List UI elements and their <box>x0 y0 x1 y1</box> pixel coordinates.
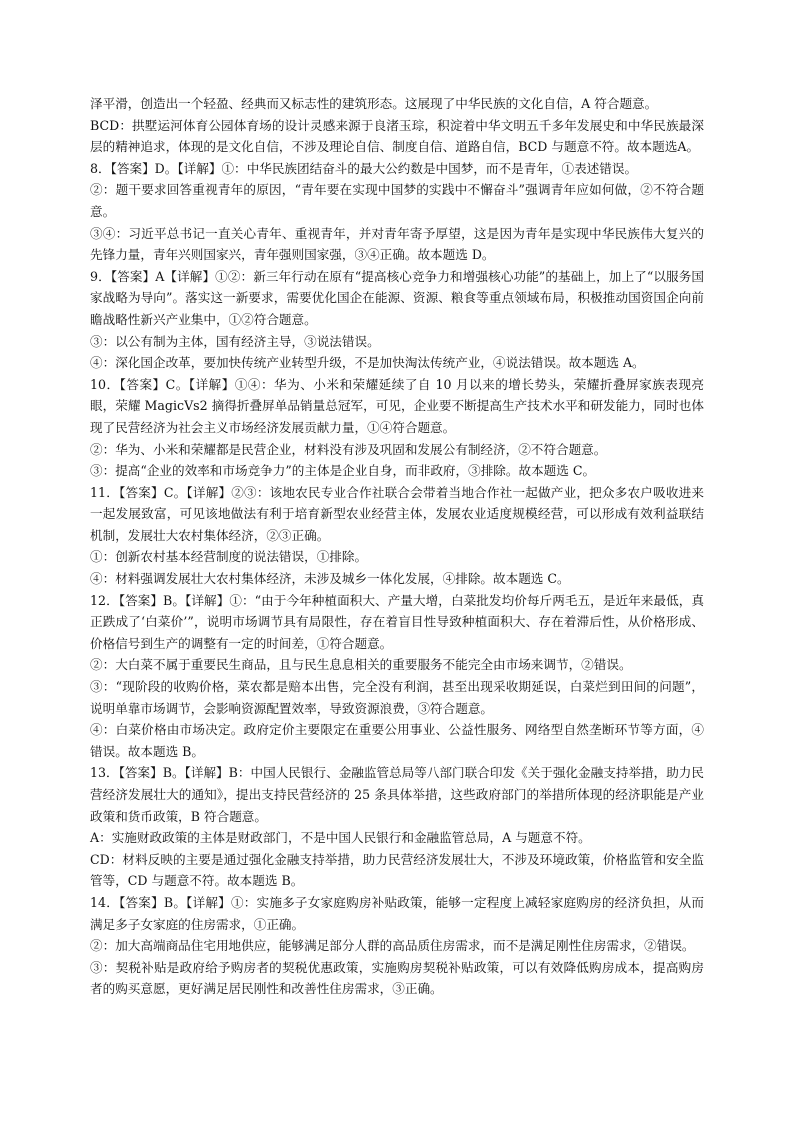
paragraph-q10-option-3: ③：提高“企业的效率和市场竞争力”的主体是企业自身，而非政府，③排除。故本题选 C。 <box>90 463 596 479</box>
paragraph-q13-option-cd: CD：材料反映的主要是通过强化金融支持举措，助力民营经济发展壮大，不涉及环境政策，价格监管和安全监管等，CD 与题意不符。故本题选 B。 <box>90 851 704 889</box>
paragraph-q11-option-4: ④：材料强调发展壮大农村集体经济，未涉及城乡一体化发展，④排除。故本题选 C。 <box>90 571 570 587</box>
paragraph-q14-option-3: ③：契税补贴是政府给予购房者的契税优惠政策，实施购房契税补贴政策，可以有效降低购房成本，提高购房者的购买意愿，更好满足居民刚性和改善性住房需求，③正确。 <box>90 959 704 997</box>
paragraph-q12-option-4: ④：白菜价格由市场决定。政府定价主要限定在重要公用事业、公益性服务、网络型自然垄断环节等方面，④错误。故本题选 B。 <box>90 722 704 759</box>
paragraph-q9-option-4: ④：深化国企改革，要加快传统产业转型升级，不是加快淘汰传统产业，④说法错误。故本题选 A。 <box>90 355 645 371</box>
paragraph-q14-answer: 14．【答案】B。【详解】①：实施多子女家庭购房补贴政策，能够一定程度上减轻家庭购房的经济负担，从而满足多子女家庭的住房需求，①正确。 <box>90 894 704 932</box>
paragraph-q8-option-34: ③④：习近平总书记一直关心青年、重视青年，并对青年寄予厚望，这是因为青年是实现中华民族伟大复兴的先锋力量，青年兴则国家兴，青年强则国家强，③④正确。故本题选 D。 <box>90 225 704 263</box>
paragraph-q12-option-3: ③：“现阶段的收购价格，菜农都是赔本出售，完全没有利润，甚至出现采收期延误，白菜烂到田间的问题”，说明单靠市场调节，会影响资源配置效率，导致资源浪费，③符合题意。 <box>90 679 704 716</box>
answer-explanations <box>90 93 704 1000</box>
paragraph-q13-answer: 13．【答案】B。【详解】B：中国人民银行、金融监管总局等八部门联合印发《关于强化金融支持举措，助力民营经济发展壮大的通知》，提出支持民营经济的 25 条具体举措，这些政府部门的举措所体现的经济职能是产业政策和货币政策，B 符合题意。 <box>90 765 704 824</box>
paragraph-q13-option-a: A：实施财政政策的主体是财政部门，不是中国人民银行和金融监管总局，A 与题意不符。 <box>90 830 591 846</box>
paragraph-q14-option-2: ②：加大高端商品住宅用地供应，能够满足部分人群的高品质住房需求，而不是满足刚性住房需求，②错误。 <box>90 938 695 954</box>
paragraph-q7-tail-a: 泽平滑，创造出一个轻盈、经典而又标志性的建筑形态。这展现了中华民族的文化自信，A 符合题意。 <box>90 96 658 111</box>
paragraph-q8-option-2: ②：题干要求回答重视青年的原因，“青年要在实现中国梦的实践中不懈奋斗”强调青年应如何做，②不符合题意。 <box>90 182 704 219</box>
paragraph-q8-answer: 8．【答案】D。【详解】①：中华民族团结奋斗的最大公约数是中国梦，而不是青年，①表述错误。 <box>90 160 638 176</box>
paragraph-q10-option-2: ②：华为、小米和荣耀都是民营企业，材料没有涉及巩固和发展公有制经济，②不符合题意。 <box>90 441 607 457</box>
paragraph-q11-answer: 11．【答案】C。【详解】②③：该地农民专业合作社联合会带着当地合作社一起做产业，把众多农户吸收进来一起发展致富，可见该地做法有利于培育新型农业经营主体，发展农业适度规模经营，可以形成有效利益联结机制，发展壮大农村集体经济，②③正确。 <box>90 484 704 543</box>
paragraph-q12-option-2: ②：大白菜不属于重要民生商品，且与民生息息相关的重要服务不能完全由市场来调节，②错误。 <box>90 657 632 673</box>
paragraph-q12-answer: 12．【答案】B。【详解】①：“由于今年种植面积大、产量大增，白菜批发均价每斤两毛五，是近年来最低，真正跌成了‘白菜价’”，说明市场调节具有局限性，存在着盲目性导致种植面积大、存在着滞后性，从价格形成、价格信号到生产的调整有一定的时间差，①符合题意。 <box>90 592 704 651</box>
paragraph-q9-answer: 9．【答案】A【详解】①②：新三年行动在原有“提高核心竞争力和增强核心功能”的基础上，加上了“以服务国家战略为导向”。落实这一新要求，需要优化国企在能源、资源、粮食等重点领域布局，积极推动国资国企向前瞻战略性新兴产业集中，①②符合题意。 <box>90 268 704 327</box>
paragraph-q7-bcd: BCD：拱墅运河体育公园体育场的设计灵感来源于良渚玉琮，积淀着中华文明五千多年发展史和中华民族最深层的精神追求，体现的是文化自信，不涉及理论自信、制度自信、道路自信，BCD 与题意不符。故本题选A。 <box>90 117 704 155</box>
paragraph-q9-option-3: ③：以公有制为主体，国有经济主导，③说法错误。 <box>90 333 380 349</box>
paragraph-q10-answer: 10．【答案】C。【详解】①④：华为、小米和荣耀延续了自 10 月以来的增长势头，荣耀折叠屏家族表现亮眼，荣耀 MagicVs2 摘得折叠屏单品销量总冠军，可见，企业要不断提高生产技术水平和研发能力，同时也体现了民营经济为社会主义市场经济发展贡献力量，①④符合题意。 <box>90 376 704 435</box>
paragraph-q11-option-1: ①：创新农村基本经营制度的说法错误，①排除。 <box>90 549 368 565</box>
